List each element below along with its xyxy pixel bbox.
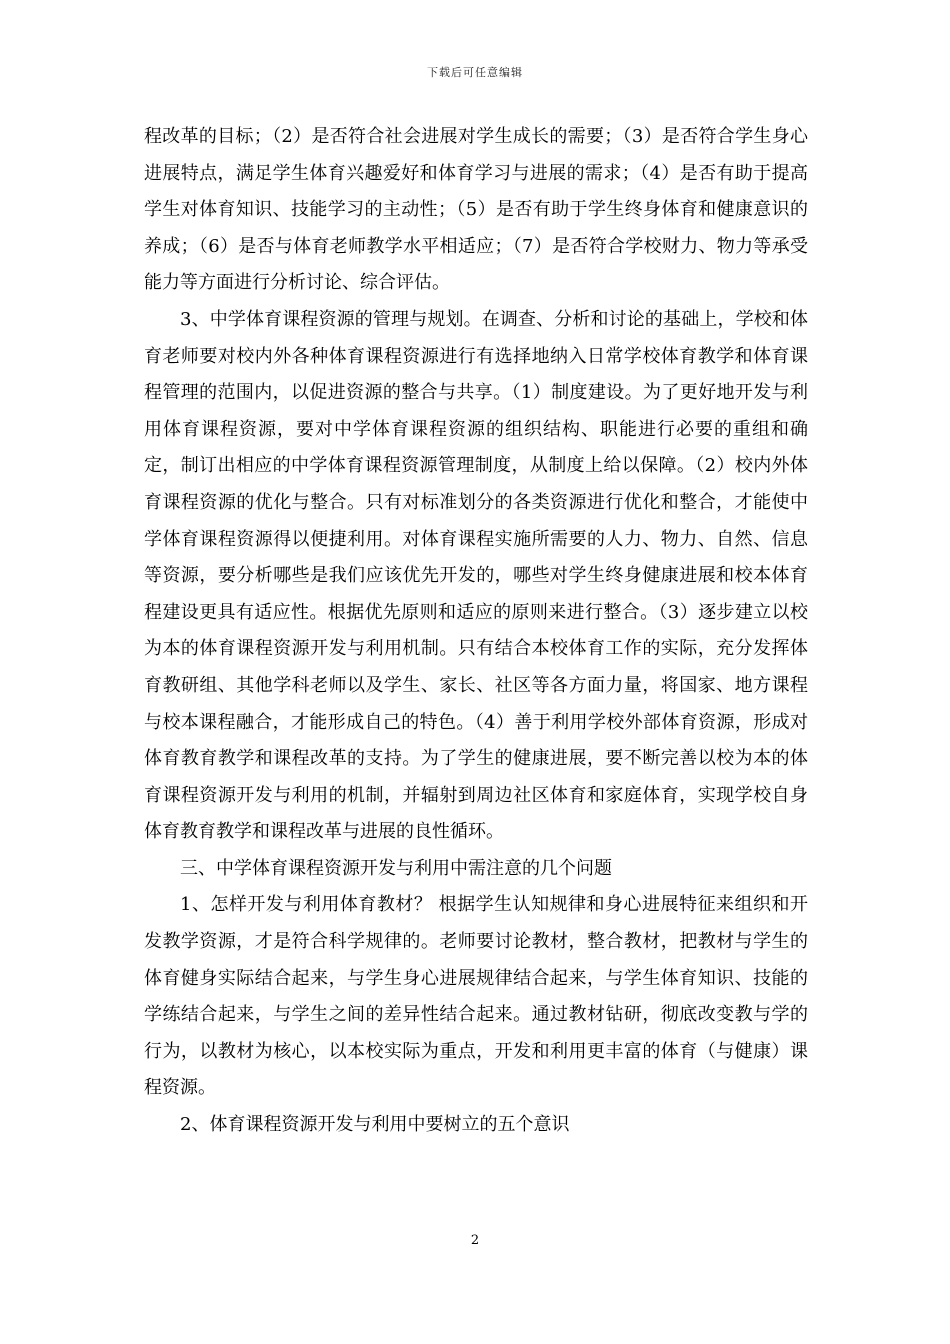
paragraph-4: 1、怎样开发与利用体育教材？ 根据学生认知规律和身心进展特征来组织和开发教学资源，才是符合科学规律的。老师要讨论教材，整合教材，把教材与学生的体育健身实际结合起来，与学生身心进展规律结合起来，与学生体育知识、技能的学练结合起来，与学生之间的差异性结合起来。通过教材钻研，彻底改变教与学的行为，以教材为核心，以本校实际为重点，开发和利用更丰富的体育（与健康）课程资源。 <box>144 894 808 1099</box>
page-header: 下载后可任意编辑 <box>427 66 523 79</box>
document-body <box>144 119 808 1144</box>
paragraph-5: 2、体育课程资源开发与利用中要树立的五个意识 <box>180 1114 570 1136</box>
section-heading: 三、中学体育课程资源开发与利用中需注意的几个问题 <box>180 857 612 879</box>
page-number: 2 <box>470 1233 480 1248</box>
paragraph-2: 3、中学体育课程资源的管理与规划。在调查、分析和讨论的基础上，学校和体育老师要对校内外各种体育课程资源进行有选择地纳入日常学校体育教学和体育课程管理的范围内，以促进资源的整合与共享。（1）制度建设。为了更好地开发与利用体育课程资源，要对中学体育课程资源的组织结构、职能进行必要的重组和确定，制订出相应的中学体育课程资源管理制度，从制度上给以保障。（2）校内外体育课程资源的优化与整合。只有对标准划分的各类资源进行优化和整合，才能使中学体育课程资源得以便捷利用。对体育课程实施所需要的人力、物力、自然、信息等资源，要分析哪些是我们应该优先开发的，哪些对学生终身健康进展和校本体育程建设更具有适应性。根据优先原则和适应的原则来进行整合。（3）逐步建立以校为本的体育课程资源开发与利用机制。只有结合本校体育工作的实际，充分发挥体育教研组、其他学科老师以及学生、家长、社区等各方面力量，将国家、地方课程与校本课程融合，才能形成自己的特色。（4）善于利用学校外部体育资源，形成对体育教育教学和课程改革的支持。为了学生的健康进展，要不断完善以校为本的体育课程资源开发与利用的机制，并辐射到周边社区体育和家庭体育，实现学校自身体育教育教学和课程改革与进展的良性循环。 <box>144 308 808 843</box>
paragraph-1: 程改革的目标；（2）是否符合社会进展对学生成长的需要；（3）是否符合学生身心进展特点，满足学生体育兴趣爱好和体育学习与进展的需求；（4）是否有助于提高学生对体育知识、技能学习的主动性；（5）是否有助于学生终身体育和健康意识的养成；（6）是否与体育老师教学水平相适应；（7）是否符合学校财力、物力等承受能力等方面进行分析讨论、综合评估。 <box>144 126 808 294</box>
